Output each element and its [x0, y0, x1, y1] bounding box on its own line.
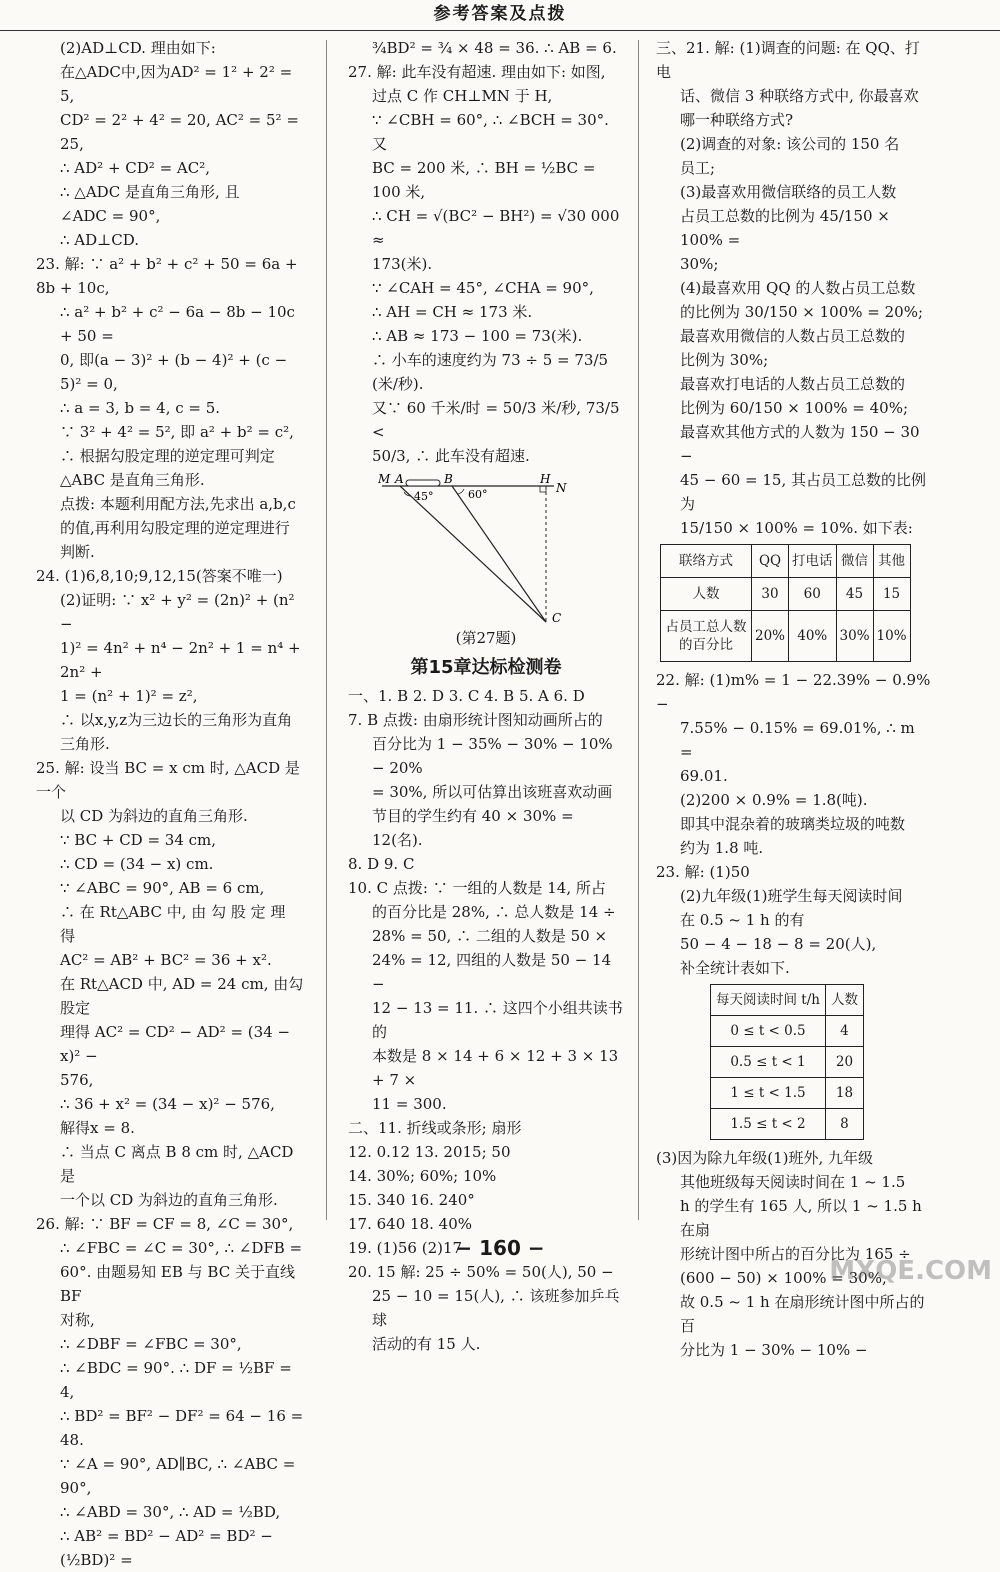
text-line: CD² = 2² + 4² = 20, AC² = 5² = 25,	[60, 111, 299, 153]
table-cell: 0 ≤ t < 0.5	[711, 1016, 826, 1047]
text-line: 的百分比是 28%, ∴ 总人数是 14 ÷	[372, 903, 616, 921]
table-cell: 20	[825, 1047, 863, 1078]
table-cell: 占员工总人数的百分比	[661, 611, 752, 662]
text-line: 23. 解: ∵ a² + b² + c² + 50 = 6a + 8b + 10c,	[36, 255, 298, 297]
table-cell: 4	[825, 1016, 863, 1047]
text-line: ¾BD² = ¾ × 48 = 36. ∴ AB = 6.	[372, 39, 617, 57]
label-m: M	[378, 472, 391, 486]
text-line: ∴ ∠DBF = ∠FBC = 30°,	[60, 1335, 242, 1353]
text-line: 节目的学生约有 40 × 30% = 12(名).	[372, 807, 574, 849]
text-line: 点拨: 本题利用配方法,先求出 a,b,c	[60, 495, 296, 513]
text-line: 其他班级每天阅读时间在 1 ~ 1.5	[680, 1173, 906, 1191]
table-cell: 人数	[661, 578, 752, 611]
text-line: (4)最喜欢用 QQ 的人数占员工总数	[680, 279, 916, 297]
table-header-cell: 联络方式	[661, 545, 752, 578]
table-cell: 30	[752, 578, 789, 611]
text-line: 占员工总数的比例为 45/150 × 100% =	[680, 207, 890, 249]
text-line: 12. 0.12 13. 2015; 50	[348, 1143, 511, 1161]
text-line: BC = 200 米, ∴ BH = ½BC = 100 米,	[372, 159, 596, 201]
text-line: ∴ a = 3, b = 4, c = 5.	[60, 399, 221, 417]
text-line: 在 0.5 ~ 1 h 的有	[680, 911, 805, 929]
text-line: 在△ADC中,因为AD² = 1² + 2² = 5,	[60, 63, 293, 105]
text-line: 补全统计表如下.	[680, 959, 790, 977]
text-line: 故 0.5 ~ 1 h 在扇形统计图中所占的百	[680, 1293, 925, 1335]
text-line: ∠ADC = 90°,	[60, 207, 161, 225]
text-line: 的值,再利用勾股定理的逆定理进行	[60, 519, 290, 537]
text-line: 45 − 60 = 15, 其占员工总数的比例为	[680, 471, 927, 513]
table-header-cell: 微信	[836, 545, 873, 578]
text-line: ∴ AB ≈ 173 − 100 = 73(米).	[372, 327, 583, 345]
table-header-cell: 其他	[873, 545, 910, 578]
text-line: (2)200 × 0.9% = 1.8(吨).	[680, 791, 868, 809]
text-line: 的比例为 30/150 × 100% = 20%;	[680, 303, 924, 321]
text-line: ∴ ∠BDC = 90°. ∴ DF = ½BF = 4,	[60, 1359, 292, 1401]
angle-arc-b	[458, 489, 464, 494]
text-line: 17. 640 18. 40%	[348, 1215, 472, 1233]
text-line: 10. C 点拨: ∵ 一组的人数是 14, 所占	[348, 879, 606, 897]
table-header-row	[711, 985, 864, 1016]
text-line: 过点 C 作 CH⊥MN 于 H,	[372, 87, 553, 105]
text-line: 二、11. 折线或条形; 扇形	[348, 1119, 522, 1137]
text-line: 28% = 50, ∴ 二组的人数是 50 ×	[372, 927, 608, 945]
text-line: ∴ CD = (34 − x) cm.	[60, 855, 214, 873]
text-line: ∴ AB² = BD² − AD² = BD² − (½BD)² =	[60, 1527, 273, 1569]
text-line: 19. (1)56 (2)17	[348, 1239, 463, 1257]
text-line: 三、21. 解: (1)调查的问题: 在 QQ、打电	[656, 39, 920, 81]
text-line: ∴ 以x,y,z为三边长的三角形为直角	[60, 711, 293, 729]
text-line: 5)² = 0,	[60, 375, 118, 393]
text-line: ∵ ∠ABC = 90°, AB = 6 cm,	[60, 879, 265, 897]
text-line: ∴ 36 + x² = (34 − x)² − 576,	[60, 1095, 275, 1113]
text-line: (2)调查的对象: 该公司的 150 名	[680, 135, 900, 153]
text-line: ∴ ∠ABD = 30°, ∴ AD = ½BD,	[60, 1503, 281, 1521]
text-line: 话、微信 3 种联络方式中, 你最喜欢	[680, 87, 919, 105]
table-cell: 10%	[873, 611, 910, 662]
text-line: 173(米).	[372, 255, 433, 273]
text-line: 24% = 12, 四组的人数是 50 − 14 −	[372, 951, 612, 993]
text-line: 最喜欢打电话的人数占员工总数的	[680, 375, 906, 393]
text-line: △ABC 是直角三角形.	[60, 471, 205, 489]
table-cell: 45	[836, 578, 873, 611]
text-line: 形统计图中所占的百分比为 165 ÷	[680, 1245, 911, 1263]
text-line: 20. 15 解: 25 ÷ 50% = 50(人), 50 −	[348, 1263, 614, 1281]
text-line: ∵ ∠CAH = 45°, ∠CHA = 90°,	[372, 279, 594, 297]
table-row	[711, 1109, 864, 1140]
text-line: 7. B 点拨: 由扇形统计图知动画所占的	[348, 711, 603, 729]
reading-time-table	[710, 984, 864, 1140]
text-line: 百分比为 1 − 35% − 30% − 10% − 20%	[372, 735, 613, 777]
text-line: 一、1. B 2. D 3. C 4. B 5. A 6. D	[348, 687, 585, 705]
table-cell: 18	[825, 1078, 863, 1109]
text-line: ∴ AH = CH ≈ 173 米.	[372, 303, 533, 321]
text-line: 11 = 300.	[372, 1095, 447, 1113]
text-line: 12 − 13 = 11. ∴ 这四个小组共读书的	[372, 999, 623, 1041]
label-c: C	[552, 611, 562, 624]
text-line: 69.01.	[680, 767, 728, 785]
text-line: 50 − 4 − 18 − 8 = 20(人),	[680, 935, 877, 953]
table-cell: 0.5 ≤ t < 1	[711, 1047, 826, 1078]
table-header-row	[661, 545, 911, 578]
table-cell: 1.5 ≤ t < 2	[711, 1109, 826, 1140]
table-row	[661, 578, 911, 611]
table-cell: 1 ≤ t < 1.5	[711, 1078, 826, 1109]
text-line: 8. D 9. C	[348, 855, 415, 873]
text-line: 员工;	[680, 159, 716, 177]
text-line: ∴ AD² + CD² = AC²,	[60, 159, 210, 177]
text-line: 比例为 30%;	[680, 351, 769, 369]
text-line: ∴ 在 Rt△ABC 中, 由 勾 股 定 理 得	[60, 903, 286, 945]
text-line: (2)九年级(1)班学生每天阅读时间	[680, 887, 903, 905]
label-n: N	[556, 481, 567, 495]
text-line: 判断.	[60, 543, 95, 561]
text-line: 23. 解: (1)50	[656, 863, 750, 881]
text-line: 又∵ 60 千米/时 = 50/3 米/秒, 73/5 <	[372, 399, 620, 441]
text-line: 三角形.	[60, 735, 110, 753]
table-cell: 8	[825, 1109, 863, 1140]
header-title: 参考答案及点拨	[433, 4, 567, 24]
watermark: MXQE.COM	[829, 1256, 992, 1286]
diagram-caption: (第27题)	[455, 629, 517, 647]
text-line: 以 CD 为斜边的直角三角形.	[60, 807, 248, 825]
text-line: (2)证明: ∵ x² + y² = (2n)² + (n² −	[60, 591, 295, 633]
label-angle-45: 45°	[414, 490, 434, 503]
text-line: 在 Rt△ACD 中, AD = 24 cm, 由勾股定	[60, 975, 304, 1017]
text-line: 576,	[60, 1071, 94, 1089]
geometry-diagram	[378, 472, 578, 624]
text-line: ∴ 根据勾股定理的逆定理可判定	[60, 447, 275, 465]
text-line: 最喜欢其他方式的人数为 150 − 30 −	[680, 423, 920, 465]
column-left	[36, 36, 304, 1572]
text-line: 25. 解: 设当 BC = x cm 时, △ACD 是一个	[36, 759, 300, 801]
text-line: (3)因为除九年级(1)班外, 九年级	[656, 1149, 874, 1167]
text-line: 分比为 1 − 30% − 10% −	[680, 1341, 868, 1359]
text-line: ∴ BD² = BF² − DF² = 64 − 16 = 48.	[60, 1407, 304, 1449]
text-line: 一个以 CD 为斜边的直角三角形.	[60, 1191, 278, 1209]
table-cell: 30%	[836, 611, 873, 662]
text-line: ∴ AD⊥CD.	[60, 231, 140, 249]
column-divider	[326, 40, 327, 1220]
line-bc	[452, 486, 546, 622]
text-line: ∴ CH = √(BC² − BH²) = √30 000 ≈	[372, 207, 620, 249]
text-line: 约为 1.8 吨.	[680, 839, 764, 857]
text-line: 26. 解: ∵ BF = CF = 8, ∠C = 30°,	[36, 1215, 294, 1233]
text-line: 0, 即(a − 3)² + (b − 4)² + (c −	[60, 351, 288, 369]
table-row	[711, 1047, 864, 1078]
text-line: 50/3, ∴ 此车没有超速.	[372, 447, 530, 465]
text-line: ∴ 小车的速度约为 73 ÷ 5 = 73/5 (米/秒).	[372, 351, 609, 393]
table-header-cell: 每天阅读时间 t/h	[711, 985, 826, 1016]
column-middle	[348, 36, 624, 1356]
text-line: 1 = (n² + 1)² = z²,	[60, 687, 198, 705]
label-a: A	[395, 472, 404, 486]
text-line: 解得x = 8.	[60, 1119, 135, 1137]
column-right	[656, 36, 932, 1362]
table-row	[711, 1016, 864, 1047]
table-cell: 15	[873, 578, 910, 611]
line-ac	[400, 486, 546, 622]
text-line: 15. 340 16. 240°	[348, 1191, 475, 1209]
table-row	[711, 1078, 864, 1109]
table-row	[661, 611, 911, 662]
text-line: (600 − 50) × 100% = 30%,	[680, 1269, 887, 1287]
text-line: ∴ 当点 C 离点 B 8 cm 时, △ACD 是	[60, 1143, 294, 1185]
column-divider	[638, 40, 639, 1220]
label-angle-60: 60°	[468, 488, 488, 501]
text-line: 本数是 8 × 14 + 6 × 12 + 3 × 13 + 7 ×	[372, 1047, 619, 1089]
label-h: H	[540, 472, 551, 486]
text-line: 27. 解: 此车没有超速. 理由如下: 如图,	[348, 63, 606, 81]
text-line: 60°. 由题易知 EB 与 BC 关于直线 BF	[60, 1263, 295, 1305]
table-cell: 40%	[789, 611, 837, 662]
contact-method-table	[660, 544, 911, 662]
text-line: 对称,	[60, 1311, 95, 1329]
text-line: 7.55% − 0.15% = 69.01%, ∴ m =	[680, 719, 915, 761]
text-line: 22. 解: (1)m% = 1 − 22.39% − 0.9% −	[656, 671, 931, 713]
text-line: 14. 30%; 60%; 10%	[348, 1167, 497, 1185]
text-line: ∵ BC + CD = 34 cm,	[60, 831, 217, 849]
text-line: ∴ a² + b² + c² − 6a − 8b − 10c + 50 =	[60, 303, 295, 345]
text-line: 哪一种联络方式?	[680, 111, 794, 129]
text-line: 25 − 10 = 15(人), ∴ 该班参加乒乓球	[372, 1287, 620, 1329]
text-line: 最喜欢用微信的人数占员工总数的	[680, 327, 906, 345]
text-line: = 30%, 所以可估算出该班喜欢动画	[372, 783, 613, 801]
text-line: ∴ △ADC 是直角三角形, 且	[60, 183, 240, 201]
text-line: 即其中混杂着的玻璃类垃圾的吨数	[680, 815, 906, 833]
text-line: AC² = AB² + BC² = 36 + x².	[60, 951, 272, 969]
text-line: h 的学生有 165 人, 所以 1 ~ 1.5 h 在扇	[680, 1197, 922, 1239]
page-header	[0, 0, 1000, 31]
text-line: ∴ ∠FBC = ∠C = 30°, ∴ ∠DFB =	[60, 1239, 303, 1257]
text-line: ∵ 3² + 4² = 5², 即 a² + b² = c²,	[60, 423, 294, 441]
car-icon	[406, 480, 440, 486]
text-line: 30%;	[680, 255, 719, 273]
text-line: 24. (1)6,8,10;9,12,15(答案不唯一)	[36, 567, 283, 585]
section-title: 第15章达标检测卷	[410, 657, 562, 678]
table-header-cell: 人数	[825, 985, 863, 1016]
text-line: (2)AD⊥CD. 理由如下:	[60, 39, 216, 57]
text-line: 1)² = 4n² + n⁴ − 2n² + 1 = n⁴ + 2n² +	[60, 639, 301, 681]
right-angle-mark	[540, 486, 546, 492]
table-header-cell: 打电话	[789, 545, 837, 578]
label-b: B	[444, 472, 453, 486]
text-line: (3)最喜欢用微信联络的员工人数	[680, 183, 897, 201]
text-line: 活动的有 15 人.	[372, 1335, 481, 1353]
text-line: 15/150 × 100% = 10%. 如下表:	[680, 519, 913, 537]
table-cell: 60	[789, 578, 837, 611]
text-line: 比例为 60/150 × 100% = 40%;	[680, 399, 909, 417]
text-line: ∵ ∠CBH = 60°, ∴ ∠BCH = 30°. 又	[372, 111, 609, 153]
text-line: 理得 AC² = CD² − AD² = (34 − x)² −	[60, 1023, 291, 1065]
table-header-cell: QQ	[752, 545, 789, 578]
page-number: − 160 −	[455, 1236, 545, 1260]
text-line: ∵ ∠A = 90°, AD∥BC, ∴ ∠ABC = 90°,	[60, 1455, 296, 1497]
table-cell: 20%	[752, 611, 789, 662]
